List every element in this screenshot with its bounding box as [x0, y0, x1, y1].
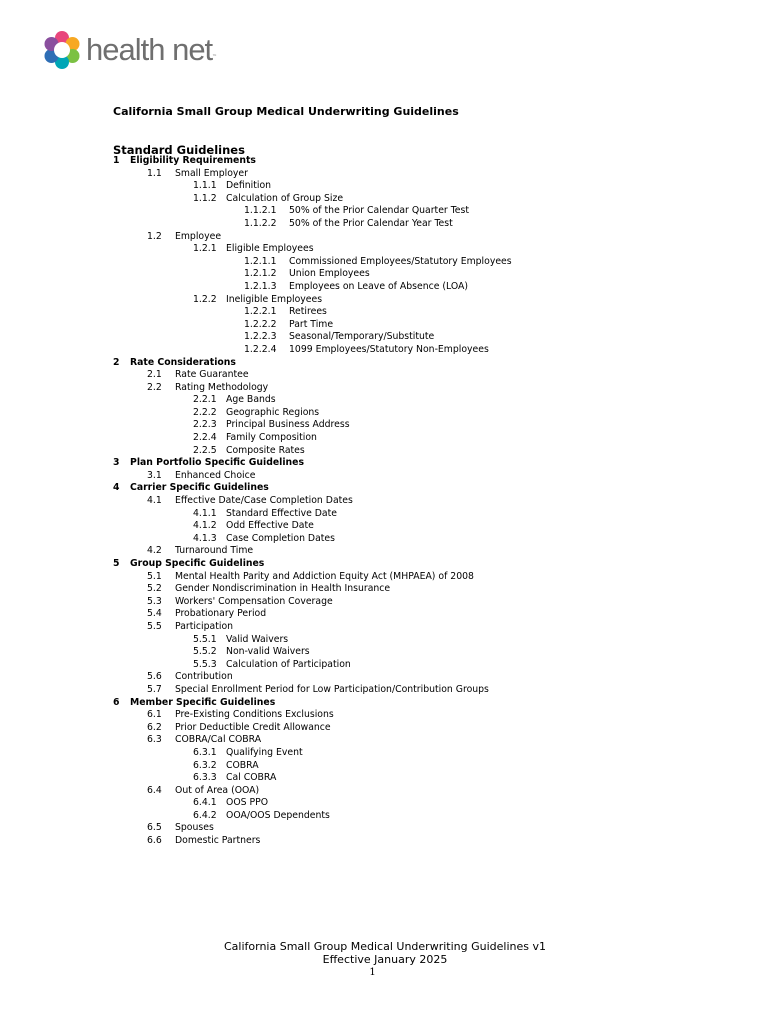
toc-item [0, 621, 770, 634]
toc-item [0, 810, 770, 823]
toc-item-label: Age Bands [226, 394, 276, 406]
toc-item [0, 822, 770, 835]
toc-item [0, 155, 770, 168]
toc-item [0, 684, 770, 697]
toc-item [0, 281, 770, 294]
toc-item [0, 306, 770, 319]
toc-item [0, 482, 770, 495]
toc-item-label: Composite Rates [226, 444, 305, 456]
toc-item-label: COBRA/Cal COBRA [175, 734, 262, 746]
toc-item-number: 1.2.1.1 [244, 255, 277, 267]
toc-item-label: Gender Nondiscrimination in Health Insurance [175, 583, 391, 595]
toc-item [0, 520, 770, 533]
toc-item-label: Rate Guarantee [175, 369, 249, 381]
toc-item-label: Definition [226, 180, 272, 192]
toc-item-number: 6.4.1 [193, 797, 217, 809]
toc-item-label: Prior Deductible Credit Allowance [175, 721, 331, 733]
toc-item-label: Commissioned Employees/Statutory Employees [289, 255, 512, 267]
toc-item [0, 331, 770, 344]
toc-item-number: 5.1 [147, 570, 162, 582]
toc-item [0, 571, 770, 584]
toc-item-label: Small Employer [175, 167, 248, 179]
toc-item-label: Union Employees [289, 268, 370, 280]
toc-item-number: 6.4.2 [193, 809, 217, 821]
toc-item-number: 3 [113, 457, 120, 469]
toc-item-label: Standard Effective Date [226, 507, 337, 519]
toc-item-label: Eligibility Requirements [130, 155, 256, 166]
toc-item [0, 445, 770, 458]
health-net-logo [42, 30, 217, 70]
toc-item-label: Spouses [175, 822, 214, 834]
toc-item-label: OOA/OOS Dependents [226, 809, 330, 821]
toc-item [0, 596, 770, 609]
toc-item-label: Valid Waivers [226, 633, 289, 645]
toc-item-label: Participation [175, 620, 234, 632]
footer-title: California Small Group Medical Underwriting Guidelines v1 [224, 940, 546, 953]
toc-item-number: 1.1 [147, 167, 162, 179]
footer-effective-date: Effective January 2025 [322, 953, 448, 966]
toc-item [0, 734, 770, 747]
toc-item-number: 6.5 [147, 822, 162, 834]
toc-item [0, 835, 770, 848]
toc-item-number: 5.3 [147, 595, 162, 607]
toc-item-number: 1.2.2.4 [244, 343, 277, 355]
toc-item [0, 646, 770, 659]
toc-item [0, 797, 770, 810]
page-number: 1 [369, 967, 376, 978]
toc-item [0, 205, 770, 218]
toc-item [0, 558, 770, 571]
toc-item [0, 772, 770, 785]
toc-item [0, 470, 770, 483]
toc-item [0, 671, 770, 684]
toc-item [0, 508, 770, 521]
toc-item [0, 659, 770, 672]
logo-wordmark: health net [86, 32, 213, 67]
toc-item-label: Enhanced Choice [175, 469, 256, 481]
toc-item-label: Case Completion Dates [226, 532, 335, 544]
toc-item-number: 4.1.1 [193, 507, 217, 519]
toc-item-label: Cal COBRA [226, 772, 277, 784]
toc-item-number: 1.1.1 [193, 180, 217, 192]
toc-item-number: 6.4 [147, 784, 162, 796]
toc-item [0, 268, 770, 281]
toc-item-number: 1.2.1.2 [244, 268, 277, 280]
toc-item-label: Rate Considerations [130, 356, 236, 368]
toc-item-number: 4.1.2 [193, 520, 217, 532]
toc-item-number: 4.1 [147, 495, 162, 507]
toc-item-label: Effective Date/Case Completion Dates [175, 495, 353, 507]
toc-item-label: Mental Health Parity and Addiction Equity Act (MHPAEA) of 2008 [175, 570, 474, 582]
toc-item-number: 5.5 [147, 620, 162, 632]
toc-item-label: Employee [175, 230, 222, 242]
toc-item-label: Principal Business Address [226, 419, 350, 431]
toc-item-number: 6.2 [147, 721, 162, 733]
toc-item-label: Member Specific Guidelines [130, 696, 276, 708]
toc-item-number: 5.5.2 [193, 646, 217, 658]
toc-item-number: 6.3 [147, 734, 162, 746]
toc-item-label: Seasonal/Temporary/Substitute [289, 331, 435, 343]
toc-item [0, 608, 770, 621]
toc-item-number: 1 [113, 155, 120, 166]
toc-item-label: Calculation of Participation [226, 658, 351, 670]
toc-item [0, 369, 770, 382]
toc-item-label: Ineligible Employees [226, 293, 323, 305]
toc-item-label: Pre-Existing Conditions Exclusions [175, 709, 334, 721]
toc-item-number: 2.2 [147, 381, 162, 393]
toc-item [0, 256, 770, 269]
toc-item-number: 2 [113, 356, 120, 368]
toc-item [0, 634, 770, 647]
toc-item-number: 2.2.3 [193, 419, 217, 431]
toc-item [0, 344, 770, 357]
toc-item-label: Probationary Period [175, 608, 267, 620]
toc-item-number: 1.1.2 [193, 192, 217, 204]
toc-item [0, 697, 770, 710]
toc-item [0, 382, 770, 395]
toc-item [0, 495, 770, 508]
toc-item [0, 357, 770, 370]
toc-item-number: 2.2.5 [193, 444, 217, 456]
toc-item-number: 5 [113, 558, 120, 569]
toc-item-number: 4.2 [147, 545, 162, 557]
toc-item-number: 1.2.2 [193, 293, 217, 305]
toc-item [0, 407, 770, 420]
toc-item-number: 6.6 [147, 835, 162, 847]
toc-item [0, 583, 770, 596]
toc-item-number: 6.3.2 [193, 759, 217, 771]
toc-item-number: 2.2.4 [193, 432, 217, 444]
toc-item [0, 709, 770, 722]
toc-item-label: Family Composition [226, 432, 317, 444]
toc-item-label: Calculation of Group Size [226, 192, 344, 204]
toc-item-label: COBRA [226, 759, 259, 771]
toc-item [0, 319, 770, 332]
toc-item-number: 5.2 [147, 583, 162, 595]
toc-item [0, 722, 770, 735]
toc-item-number: 1.2.2.1 [244, 306, 277, 318]
toc-item-number: 6.3.1 [193, 746, 217, 758]
toc-item [0, 294, 770, 307]
toc-item [0, 180, 770, 193]
toc-item-label: Rating Methodology [175, 381, 269, 393]
toc-item [0, 457, 770, 470]
toc-item-label: Non-valid Waivers [226, 646, 310, 658]
toc-item-label: Odd Effective Date [226, 520, 314, 532]
toc-item-label: Carrier Specific Guidelines [130, 482, 269, 494]
toc-item-number: 2.2.1 [193, 394, 217, 406]
toc-item-label: Out of Area (OOA) [175, 784, 260, 796]
toc-item-label: Turnaround Time [175, 545, 254, 557]
toc-item-label: Contribution [175, 671, 233, 683]
toc-item [0, 432, 770, 445]
document-title: California Small Group Medical Underwriting Guidelines [113, 105, 459, 118]
toc-item-label: Eligible Employees [226, 243, 314, 255]
section-title: Standard Guidelines [113, 143, 245, 157]
toc-item [0, 785, 770, 798]
toc-item-number: 3.1 [147, 469, 162, 481]
toc-item-label: 50% of the Prior Calendar Year Test [289, 217, 453, 229]
toc-item [0, 231, 770, 244]
table-of-contents [0, 155, 770, 848]
toc-item-number: 1.1.2.2 [244, 217, 277, 229]
toc-item-label: Retirees [289, 306, 327, 318]
toc-item [0, 168, 770, 181]
toc-item-label: Part Time [289, 318, 334, 330]
toc-item [0, 533, 770, 546]
toc-item-number: 1.2.2.2 [244, 318, 277, 330]
toc-item [0, 545, 770, 558]
toc-item-number: 6 [113, 696, 120, 708]
toc-item-label: Plan Portfolio Specific Guidelines [130, 457, 305, 469]
toc-item-label: 50% of the Prior Calendar Quarter Test [289, 205, 469, 217]
toc-item-label: Group Specific Guidelines [130, 558, 265, 569]
toc-item [0, 193, 770, 206]
toc-item-number: 5.7 [147, 683, 162, 695]
toc-item [0, 218, 770, 231]
toc-item [0, 760, 770, 773]
toc-item [0, 747, 770, 760]
toc-item-number: 6.1 [147, 709, 162, 721]
toc-item-number: 1.1.2.1 [244, 205, 277, 217]
toc-item-label: OOS PPO [226, 797, 269, 809]
toc-item-number: 1.2 [147, 230, 162, 242]
toc-item-number: 4.1.3 [193, 532, 217, 544]
toc-item [0, 419, 770, 432]
toc-item-label: 1099 Employees/Statutory Non-Employees [289, 343, 489, 355]
toc-item-number: 2.2.2 [193, 406, 217, 418]
toc-item [0, 394, 770, 407]
toc-item-number: 2.1 [147, 369, 162, 381]
toc-item-label: Qualifying Event [226, 746, 303, 758]
health-net-logo-icon [42, 30, 82, 70]
toc-item-number: 1.2.1.3 [244, 280, 277, 292]
logo-trademark: ™ [212, 54, 218, 60]
toc-item-label: Geographic Regions [226, 406, 320, 418]
toc-item-number: 4 [113, 482, 120, 494]
toc-item-label: Employees on Leave of Absence (LOA) [289, 280, 469, 292]
toc-item-number: 5.4 [147, 608, 162, 620]
toc-item-number: 1.2.1 [193, 243, 217, 255]
toc-item-label: Domestic Partners [175, 835, 261, 847]
toc-item-label: Special Enrollment Period for Low Participation/Contribution Groups [175, 683, 489, 695]
toc-item-number: 5.5.1 [193, 633, 217, 645]
toc-item-number: 5.5.3 [193, 658, 217, 670]
toc-item-label: Workers' Compensation Coverage [175, 595, 333, 607]
toc-item-number: 6.3.3 [193, 772, 217, 784]
toc-item [0, 243, 770, 256]
toc-item-number: 5.6 [147, 671, 162, 683]
toc-item-number: 1.2.2.3 [244, 331, 277, 343]
